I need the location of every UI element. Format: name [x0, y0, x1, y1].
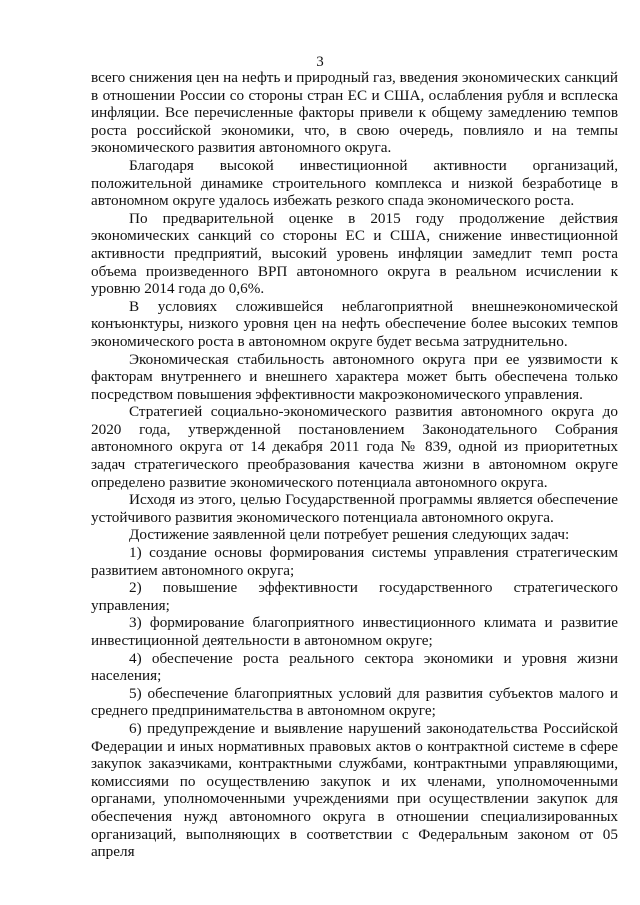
- list-item: 3) формирование благоприятного инвестиционного климата и развитие инвестиционной деятельности в автономном округе;: [91, 614, 618, 649]
- list-item: 1) создание основы формирования системы управления стратегическим развитием автономного округа;: [91, 544, 618, 579]
- list-item: 2) повышение эффективности государственного стратегического управления;: [91, 579, 618, 614]
- paragraph: Экономическая стабильность автономного округа при ее уязвимости к факторам внутреннего и внешнего характера может быть обеспечена только посредством повышения эффективности макроэкономического управления.: [91, 350, 618, 403]
- paragraph: Стратегией социально-экономического развития автономного округа до 2020 года, утвержденной постановлением Законодательного Собрания автономного округа от 14 декабря 2011 года № 839, одной из приоритетных задач стратегического преобразования качества жизни в автономном округе определено развитие экономического потенциала автономного округа.: [91, 403, 618, 491]
- paragraph: По предварительной оценке в 2015 году продолжение действия экономических санкций со стороны ЕС и США, снижение инвестиционной активности предприятий, высокий уровень инфляции замедлит темп роста объема произведенного ВРП автономного округа в реальном исчислении к уровню 2014 года до 0,6%.: [91, 209, 618, 298]
- list-item: 4) обеспечение роста реального сектора экономики и уровня жизни населения;: [91, 649, 618, 685]
- page-number: 3: [316, 54, 324, 70]
- list-item: 5) обеспечение благоприятных условий для развития субъектов малого и среднего предпринимательства в автономном округе;: [91, 684, 618, 720]
- list-item: 6) предупреждение и выявление нарушений законодательства Российской Федерации и иных нормативных правовых актов о контрактной системе в сфере закупок заказчиками, контрактными службами, контрактными управляющими, комиссиями по осуществлению закупок и их членами, уполномоченными органами, уполномоченными учреждениями при осуществлении закупок для обеспечения нужд автономного округа в отношении специализированных организаций, выполняющих в соответствии с Федеральным законом от 05 апреля: [91, 719, 618, 861]
- document-body: [91, 69, 618, 861]
- paragraph: Благодаря высокой инвестиционной активности организаций, положительной динамике строительного комплекса и низкой безработице в автономном округе удалось избежать резкого спада экономического роста.: [91, 156, 618, 210]
- paragraph: В условиях сложившейся неблагоприятной внешнеэкономической конъюнктуры, низкого уровня цен на нефть обеспечение более высоких темпов экономического роста в автономном округе будет весьма затруднительно.: [91, 297, 618, 350]
- paragraph: Достижение заявленной цели потребует решения следующих задач:: [129, 526, 570, 544]
- paragraph: всего снижения цен на нефть и природный газ, введения экономических санкций в отношении России со стороны стран ЕС и США, ослабления рубля и всплеска инфляции. Все перечисленные факторы привели к общему замедлению темпов роста российской экономики, что, в свою очередь, повлияло и на темпы экономического развития автономного округа.: [91, 69, 618, 157]
- paragraph: Исходя из этого, целью Государственной программы является обеспечение устойчивого развития экономического потенциала автономного округа.: [91, 491, 618, 526]
